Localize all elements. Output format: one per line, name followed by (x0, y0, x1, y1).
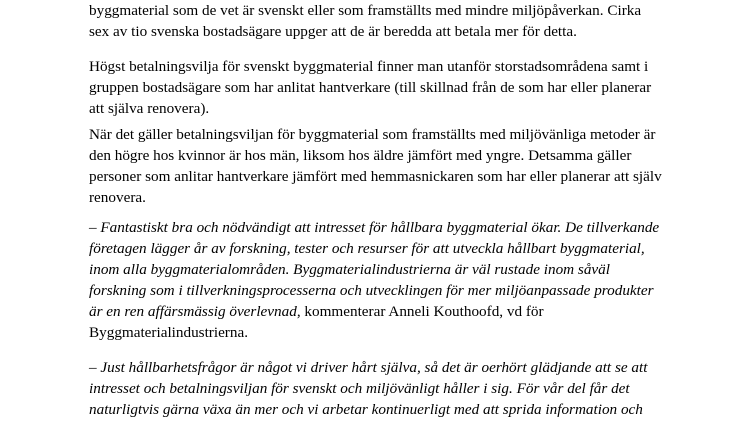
paragraph-1-line: sex av tio svenska bostadsägare uppger att de är beredda att betala mer för detta. (89, 23, 577, 40)
paragraph-2-line: att själva renovera). (89, 100, 210, 117)
quote-2-line: intresset och betalningsviljan för svenskt och miljövänligt håller i sig. För vår del får det (89, 380, 630, 397)
quote-1 (89, 217, 669, 343)
quote-2-line: – Just hållbarhetsfrågor är något vi driver hårt själva, så det är oerhört glädjande att se att (89, 359, 648, 376)
quote-2-line: naturligtvis gärna växa än mer och vi arbetar kontinuerligt med att sprida information och (89, 401, 643, 418)
paragraph-3-line: personer som anlitar hantverkare jämfört med hemmasnickaren som har eller planerar att själv (89, 168, 662, 185)
quote-1-attribution: , kommenterar Anneli Kouthoofd, vd för (296, 303, 544, 320)
quote-1-line: – Fantastiskt bra och nödvändigt att intresset för hållbara byggmaterial ökar. De tillverkande (89, 219, 660, 236)
paragraph-3-line: renovera. (89, 189, 146, 206)
paragraph-1 (89, 0, 669, 42)
quote-1-closing-line (89, 301, 669, 322)
paragraph-2 (89, 56, 669, 119)
quote-1-line: forskning som i tillverkningsprocesserna och utvecklingen för mer miljöanpassade produkter (89, 282, 654, 299)
quote-1-line: företagen lägger år av forskning, tester och resurser för att utveckla hållbart byggmaterial, (89, 240, 645, 257)
quote-2 (89, 357, 669, 420)
paragraph-3 (89, 124, 669, 208)
quote-1-closing-italic: är en ren affärsmässig överlevnad (89, 303, 297, 320)
paragraph-3-line: den högre hos kvinnor är hos män, liksom hos äldre jämfört med yngre. Detsamma gäller (89, 147, 632, 164)
paragraph-2-line: gruppen bostadsägare som har anlitat hantverkare (till skillnad från de som har eller planerar (89, 79, 652, 96)
quote-1-attribution-line: Byggmaterialindustrierna. (89, 324, 249, 341)
paragraph-1-line: byggmaterial som de vet är svenskt eller som framställts med mindre miljöpåverkan. Cirka (89, 2, 642, 19)
paragraph-2-line: Högst betalningsvilja för svenskt byggmaterial finner man utanför storstadsområdena samt i (89, 58, 649, 75)
quote-1-line: inom alla byggmaterialområden. Byggmaterialindustrierna är väl rustade inom såväl (89, 261, 610, 278)
paragraph-3-line: När det gäller betalningsviljan för byggmaterial som framställts med miljövänliga metoder är (89, 126, 656, 143)
